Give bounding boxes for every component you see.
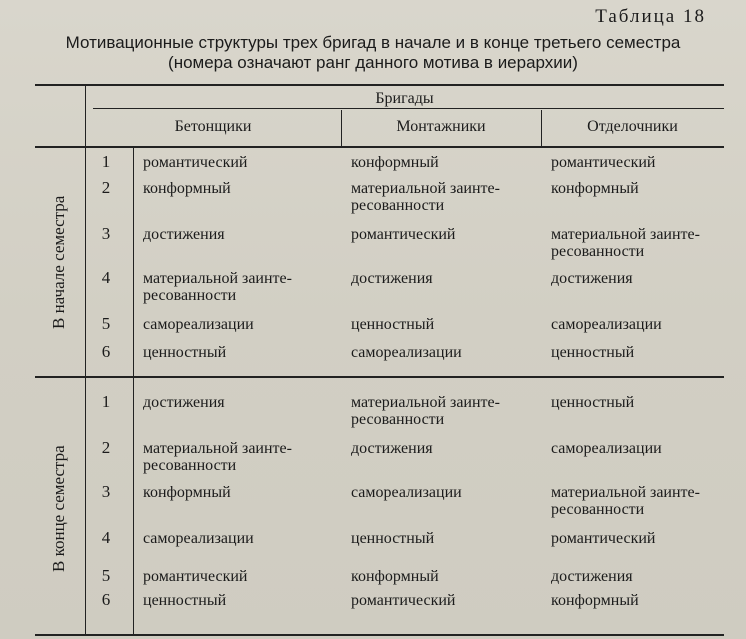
header-brigades: Бригады <box>375 90 434 107</box>
motivation-table <box>35 84 724 636</box>
motive-cell <box>143 154 339 171</box>
motive-cell <box>351 394 539 428</box>
motive-cell <box>351 316 539 333</box>
motive-text: романтический <box>551 530 656 547</box>
motive-cell <box>551 180 722 197</box>
motive-text: ценностный <box>551 344 635 361</box>
motive-cell <box>143 440 339 474</box>
motive-cell <box>143 226 339 243</box>
motive-text: материальной заинте- <box>551 226 700 243</box>
motive-text: ценностный <box>143 344 227 361</box>
motive-cell <box>351 226 539 243</box>
motive-cell <box>551 270 722 287</box>
motive-text: ресованности <box>551 501 645 518</box>
motive-cell <box>351 530 539 547</box>
motive-cell <box>351 568 539 585</box>
motive-cell <box>551 484 722 518</box>
motive-cell <box>143 316 339 333</box>
motive-text: достижения <box>551 270 633 287</box>
motive-text: ресованности <box>143 287 237 304</box>
motive-cell <box>551 440 722 457</box>
header-brigade-0: Бетонщики <box>174 118 252 135</box>
grid-line-vertical <box>85 86 86 634</box>
rank-number: 4 <box>101 268 111 287</box>
motive-text: достижения <box>143 394 225 411</box>
table-number: Таблица 18 <box>595 6 706 27</box>
motive-cell <box>143 344 339 361</box>
section-label: В начале семестра <box>49 195 68 329</box>
motive-cell <box>551 530 722 547</box>
grid-line-horizontal <box>93 108 724 109</box>
motive-cell <box>143 394 339 411</box>
motive-text: конформный <box>351 154 439 171</box>
motive-cell <box>551 344 722 361</box>
motive-text: материальной заинте- <box>551 484 700 501</box>
motive-text: материальной заинте- <box>351 394 500 411</box>
motive-text: романтический <box>551 154 656 171</box>
motive-text: конформный <box>551 592 639 609</box>
motive-text: романтический <box>143 154 248 171</box>
table-caption-subtitle: (номера означают ранг данного мотива в иерархии) <box>168 53 578 72</box>
motive-text: ценностный <box>143 592 227 609</box>
motive-text: ресованности <box>351 411 445 428</box>
motive-text: романтический <box>351 226 456 243</box>
motive-text: самореализации <box>551 440 662 457</box>
rank-number: 3 <box>101 224 111 243</box>
motive-cell <box>551 316 722 333</box>
motive-text: конформный <box>551 180 639 197</box>
motive-text: ценностный <box>351 530 435 547</box>
header-brigade-1: Монтажники <box>396 118 486 135</box>
rank-number: 6 <box>101 342 111 361</box>
rank-number: 1 <box>101 152 111 171</box>
motive-cell <box>351 592 539 609</box>
motive-text: конформный <box>351 568 439 585</box>
motive-text: ресованности <box>351 197 445 214</box>
motive-cell <box>351 154 539 171</box>
motive-text: романтический <box>351 592 456 609</box>
motive-text: конформный <box>143 484 231 501</box>
header-brigade-2: Отделочники <box>587 118 678 135</box>
motive-text: самореализации <box>351 484 462 501</box>
rank-number: 3 <box>101 482 111 501</box>
grid-line-horizontal <box>35 146 724 148</box>
motive-cell <box>551 226 722 260</box>
motive-cell <box>351 484 539 501</box>
motive-text: конформный <box>143 180 231 197</box>
rank-number: 4 <box>101 528 111 547</box>
section-label: В конце семестра <box>49 444 68 572</box>
motive-cell <box>351 180 539 214</box>
motive-cell <box>351 344 539 361</box>
motive-cell <box>143 180 339 197</box>
rank-number: 2 <box>101 438 111 457</box>
rank-number: 5 <box>101 566 111 585</box>
motive-text: ресованности <box>551 243 645 260</box>
grid-line-horizontal <box>35 376 724 378</box>
motive-cell <box>143 270 339 304</box>
motive-text: ресованности <box>143 457 237 474</box>
motive-cell <box>551 154 722 171</box>
motive-text: материальной заинте- <box>143 270 292 287</box>
motive-text: самореализации <box>551 316 662 333</box>
motive-cell <box>551 568 722 585</box>
motive-text: самореализации <box>143 316 254 333</box>
motive-text: достижения <box>551 568 633 585</box>
grid-line-vertical <box>133 146 134 634</box>
motive-cell <box>551 592 722 609</box>
motive-text: материальной заинте- <box>351 180 500 197</box>
motive-cell <box>351 270 539 287</box>
motive-cell <box>143 530 339 547</box>
motive-cell <box>351 440 539 457</box>
motive-text: достижения <box>143 226 225 243</box>
rank-number: 1 <box>101 392 111 411</box>
motive-cell <box>143 484 339 501</box>
motive-text: романтический <box>143 568 248 585</box>
table-caption-title: Мотивационные структуры трех бригад в начале и в конце третьего семестра <box>65 33 681 52</box>
motive-text: достижения <box>351 270 433 287</box>
motive-cell <box>143 568 339 585</box>
motive-cell <box>143 592 339 609</box>
motive-text: ценностный <box>551 394 635 411</box>
motive-text: материальной заинте- <box>143 440 292 457</box>
rank-number: 6 <box>101 590 111 609</box>
motive-text: самореализации <box>351 344 462 361</box>
rank-number: 5 <box>101 314 111 333</box>
motive-cell <box>551 394 722 411</box>
motive-text: ценностный <box>351 316 435 333</box>
motive-text: достижения <box>351 440 433 457</box>
motive-text: самореализации <box>143 530 254 547</box>
rank-number: 2 <box>101 178 111 197</box>
